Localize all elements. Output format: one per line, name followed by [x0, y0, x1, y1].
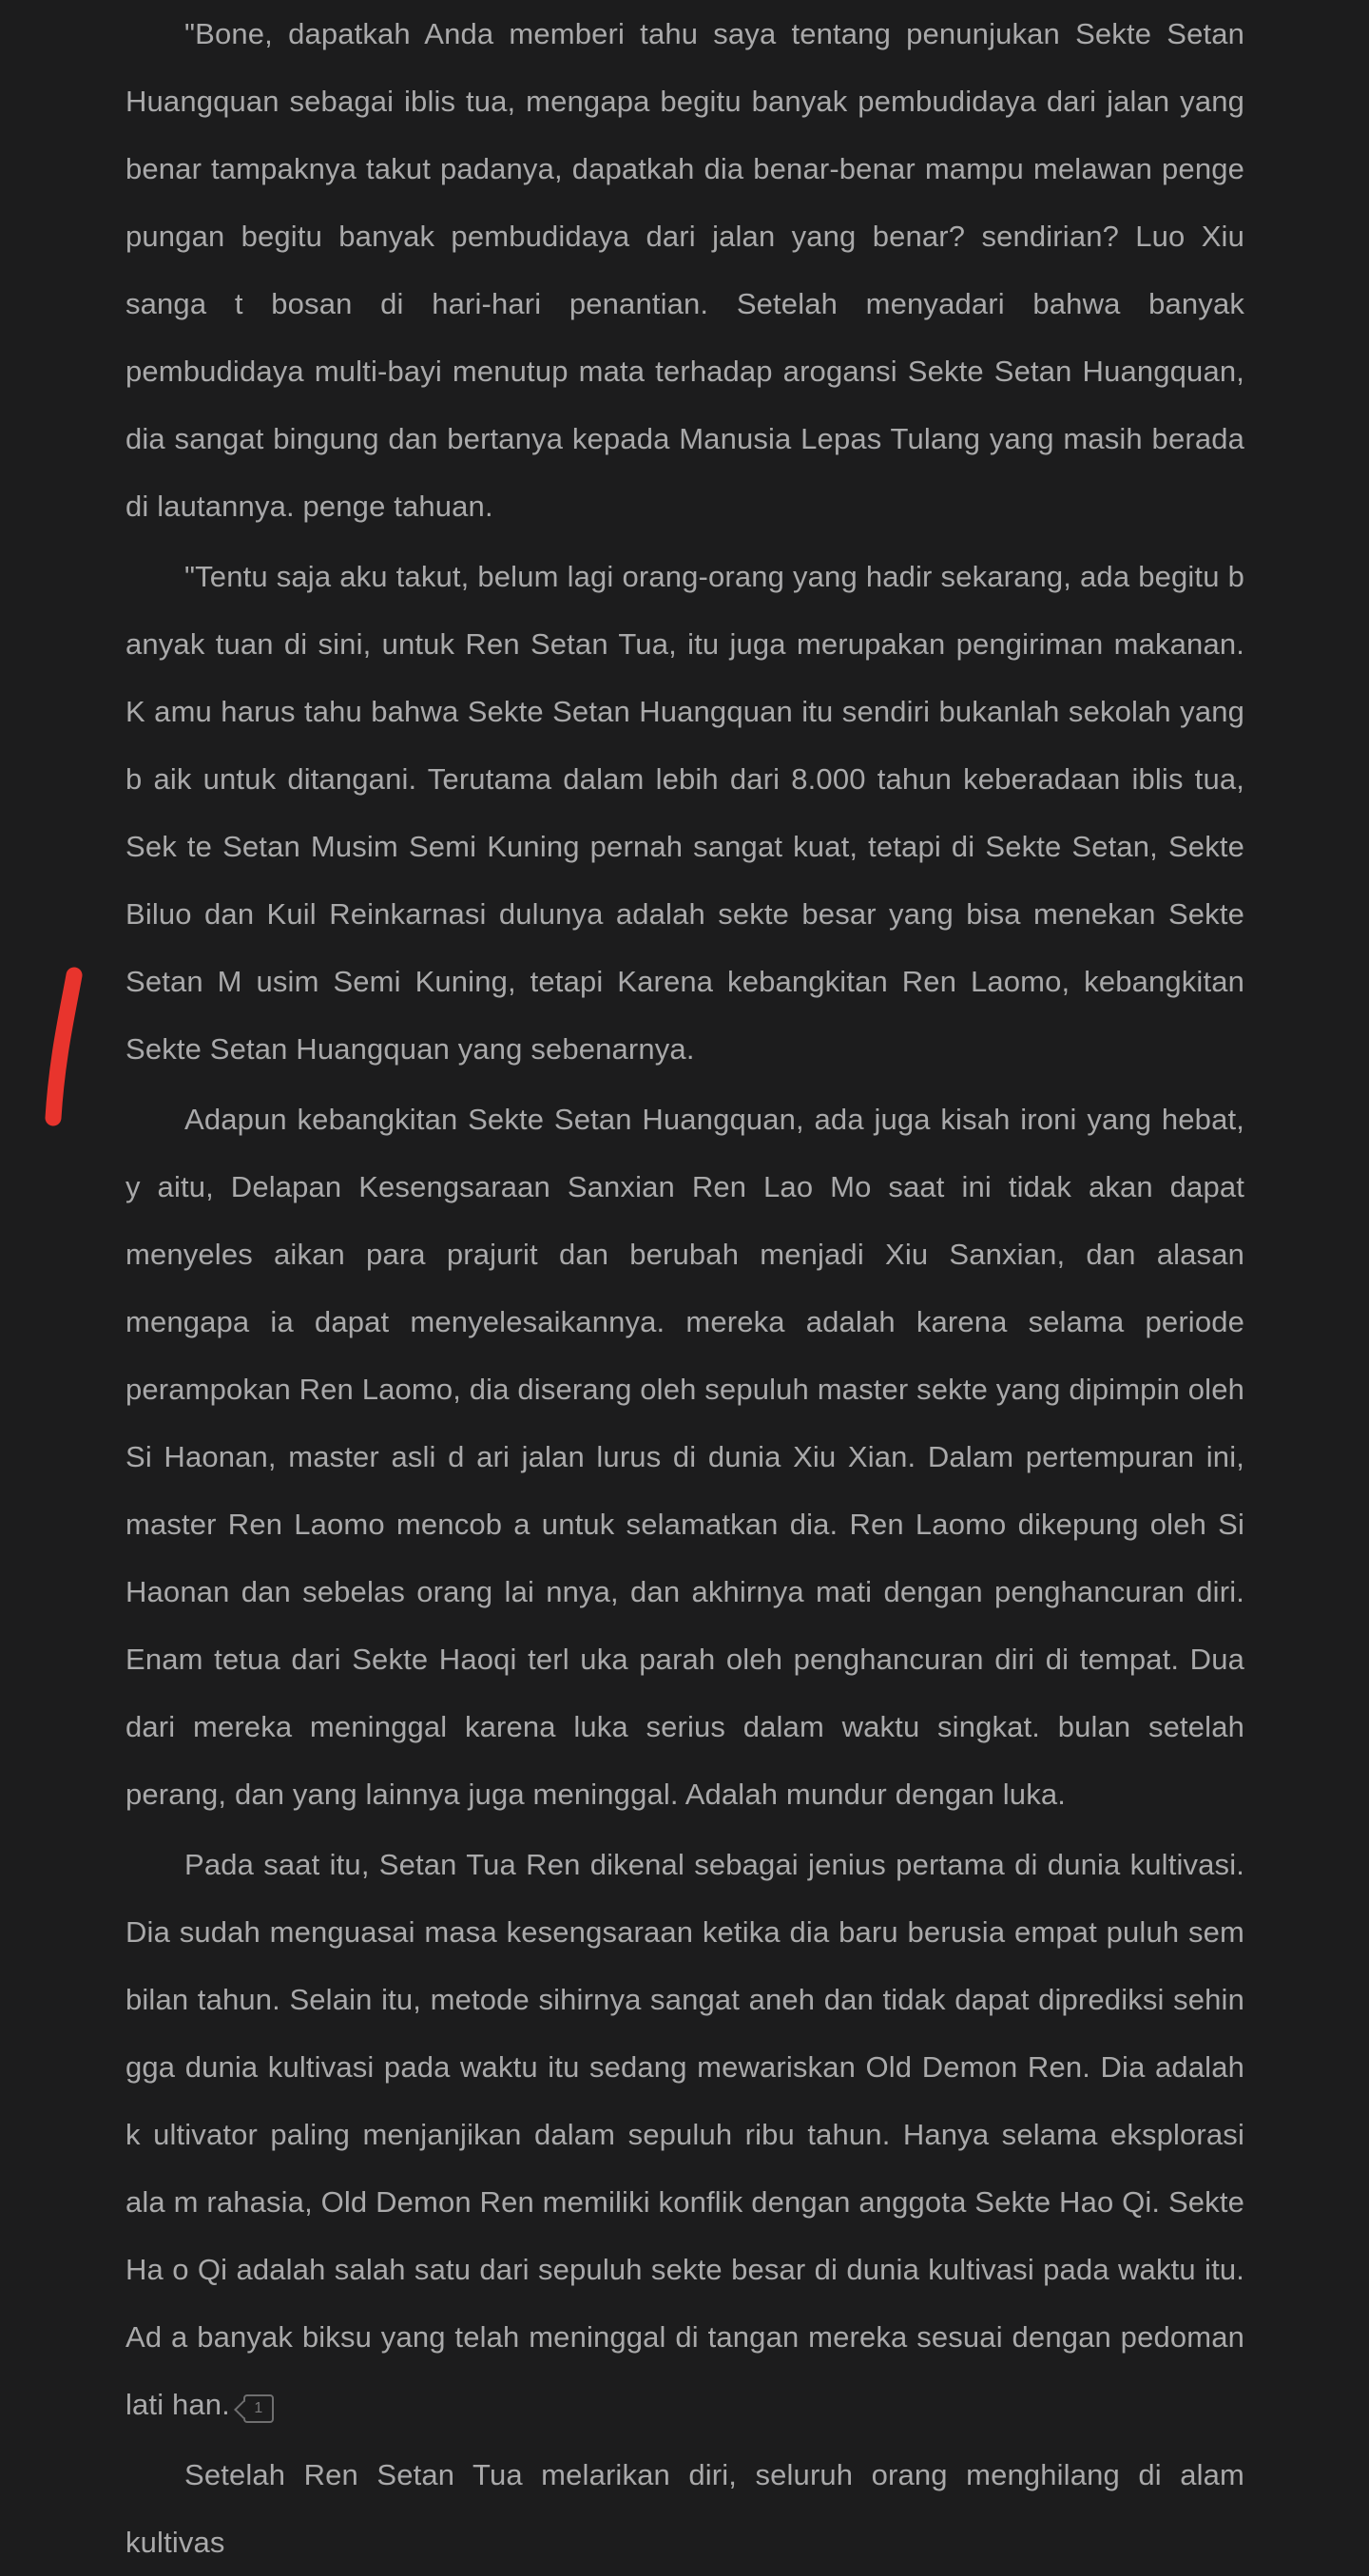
comment-count: 1	[254, 2400, 263, 2416]
paragraph: Setelah Ren Setan Tua melarikan diri, seluruh orang menghilang di alam kultivas	[125, 2458, 1244, 2559]
highlight-stroke	[53, 975, 74, 1118]
paragraph: Adapun kebangkitan Sekte Setan Huangquan, ada juga kisah ironi yang hebat, y aitu, Delapan Kesengsaraan Sanxian Ren Lao Mo saat ini tidak akan dapat menyeles aikan para prajurit dan berubah menjadi Xiu Sanxian, dan alasan mengapa ia dapat menyelesaikannya. mereka adalah karena selama periode perampokan Ren Laomo, dia diserang oleh sepuluh master sekte yang dipimpin oleh Si Haonan, master asli d ari jalan lurus di dunia Xiu Xian. Dalam pertempuran ini, master Ren Laomo mencob a untuk selamatkan dia. Ren Laomo dikepung oleh Si Haonan dan sebelas orang lai nnya, dan akhirnya mati dengan penghancuran diri. Enam tetua dari Sekte Haoqi terl uka parah oleh penghancuran diri di tempat. Dua dari mereka meninggal karena luka serius dalam waktu singkat. bulan setelah perang, dan yang lainnya juga meninggal. Adalah mundur dengan luka.	[125, 1103, 1244, 1811]
red-highlight-mark	[40, 960, 87, 1131]
paragraph-with-note	[125, 1831, 1244, 2438]
paragraph-comment-badge[interactable]	[243, 2394, 274, 2423]
chapter-text	[125, 0, 1244, 2576]
paragraph: "Bone, dapatkah Anda memberi tahu saya tentang penunjukan Sekte Setan Huangquan sebagai iblis tua, mengapa begitu banyak pembudidaya dari jalan yang benar tampaknya takut padanya, dapatkah dia benar-benar mampu melawan penge pungan begitu banyak pembudidaya dari jalan yang benar? sendirian? Luo Xiu sanga t bosan di hari-hari penantian. Setelah menyadari bahwa banyak pembudidaya multi-bayi menutup mata terhadap arogansi Sekte Setan Huangquan, dia sangat bingung dan bertanya kepada Manusia Lepas Tulang yang masih berada di lautannya. penge tahuan.	[125, 17, 1244, 523]
paragraph: "Tentu saja aku takut, belum lagi orang-orang yang hadir sekarang, ada begitu b anyak tuan di sini, untuk Ren Setan Tua, itu juga merupakan pengiriman makanan. K amu harus tahu bahwa Sekte Setan Huangquan itu sendiri bukanlah sekolah yang b aik untuk ditangani. Terutama dalam lebih dari 8.000 tahun keberadaan iblis tua, Sek te Setan Musim Semi Kuning pernah sangat kuat, tetapi di Sekte Setan, Sekte Biluo dan Kuil Reinkarnasi dulunya adalah sekte besar yang bisa menekan Sekte Setan M usim Semi Kuning, tetapi Karena kebangkitan Ren Laomo, kebangkitan Sekte Setan Huangquan yang sebenarnya.	[125, 560, 1244, 1066]
paragraph-text: Pada saat itu, Setan Tua Ren dikenal sebagai jenius pertama di dunia kultivasi. Dia sudah menguasai masa kesengsaraan ketika dia baru berusia empat puluh sem bilan tahun. Selain itu, metode sihirnya sangat aneh dan tidak dapat diprediksi sehin gga dunia kultivasi pada waktu itu sedang mewariskan Old Demon Ren. Dia adalah k ultivator paling menjanjikan dalam sepuluh ribu tahun. Hanya selama eksplorasi ala m rahasia, Old Demon Ren memiliki konflik dengan anggota Sekte Hao Qi. Sekte Ha o Qi adalah salah satu dari sepuluh sekte besar di dunia kultivasi pada waktu itu. Ad a banyak biksu yang telah meninggal di tangan mereka sesuai dengan pedoman lati han.	[125, 1848, 1244, 2421]
